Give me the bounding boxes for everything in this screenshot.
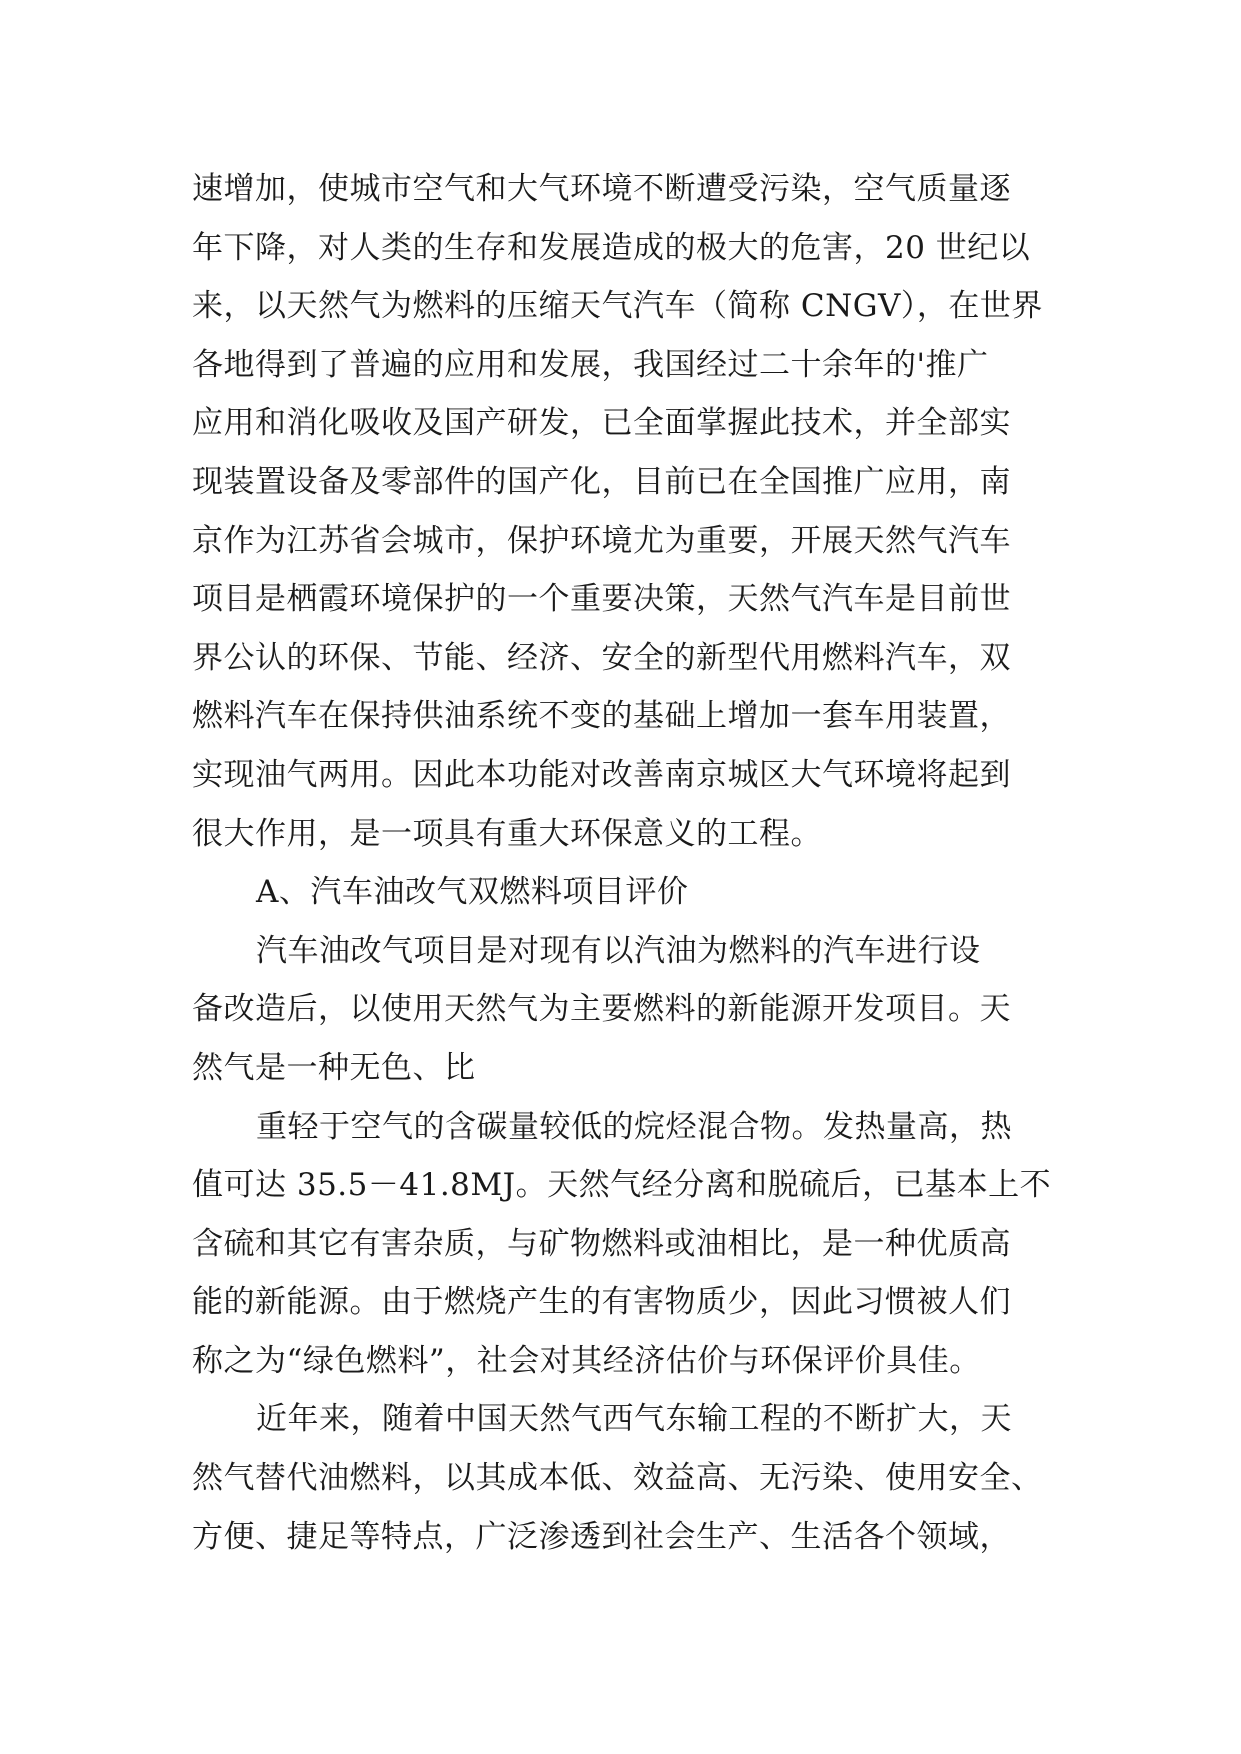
paragraph-first-line: 重轻于空气的含碳量较低的烷烃混合物。发热量高，热 — [256, 1108, 1012, 1145]
text-line: 然气是一种无色、比 — [192, 1049, 476, 1086]
text-line: 各地得到了普遍的应用和发展，我国经过二十余年的'推广 — [192, 346, 989, 383]
text-line: 方便、捷足等特点，广泛渗透到社会生产、生活各个领域， — [192, 1518, 1011, 1555]
text-line: 然气替代油燃料，以其成本低、效益高、无污染、使用安全、 — [192, 1460, 1043, 1497]
document-body — [192, 160, 1062, 1566]
text-line: 年下降，对人类的生存和发展造成的极大的危害，20 世纪以 — [192, 229, 1031, 266]
text-line: 项目是栖霞环境保护的一个重要决策，天然气汽车是目前世 — [192, 581, 1011, 618]
text-line: 能的新能源。由于燃烧产生的有害物质少，因此习惯被人们 — [192, 1284, 1011, 1321]
text-line: 值可达 35.5－41.8MJ。天然气经分离和脱硫后，已基本上不 — [192, 1167, 1052, 1204]
text-line: 燃料汽车在保持供油系统不变的基础上增加一套车用装置， — [192, 698, 1011, 735]
text-line: 称之为“绿色燃料”，社会对其经济估价与环保评价具佳。 — [192, 1342, 981, 1379]
text-line: 界公认的环保、节能、经济、安全的新型代用燃料汽车，双 — [192, 639, 1011, 676]
paragraph-first-line: 汽车油改气项目是对现有以汽油为燃料的汽车进行设 — [256, 932, 981, 969]
text-line: 实现油气两用。因此本功能对改善南京城区大气环境将起到 — [192, 756, 1011, 793]
text-line: 速增加，使城市空气和大气环境不断遭受污染，空气质量逐 — [192, 171, 1011, 207]
text-line: 很大作用，是一项具有重大环保意义的工程。 — [192, 815, 822, 852]
text-line: 备改造后，以使用天然气为主要燃料的新能源开发项目。天 — [192, 991, 1011, 1028]
text-line: 现装置设备及零部件的国产化，目前已在全国推广应用，南 — [192, 463, 1011, 500]
text-line: 含硫和其它有害杂质，与矿物燃料或油相比，是一种优质高 — [192, 1225, 1011, 1262]
paragraph-first-line: 近年来，随着中国天然气西气东输工程的不断扩大，天 — [256, 1401, 1012, 1438]
text-line: 来，以天然气为燃料的压缩天气汽车（简称 CNGV），在世界 — [192, 288, 1043, 325]
text-line: 应用和消化吸收及国产研发，已全面掌握此技术，并全部实 — [192, 405, 1011, 442]
text-line: 京作为江苏省会城市，保护环境尤为重要，开展天然气汽车 — [192, 522, 1011, 559]
section-heading: A、汽车油改气双燃料项目评价 — [256, 874, 689, 911]
